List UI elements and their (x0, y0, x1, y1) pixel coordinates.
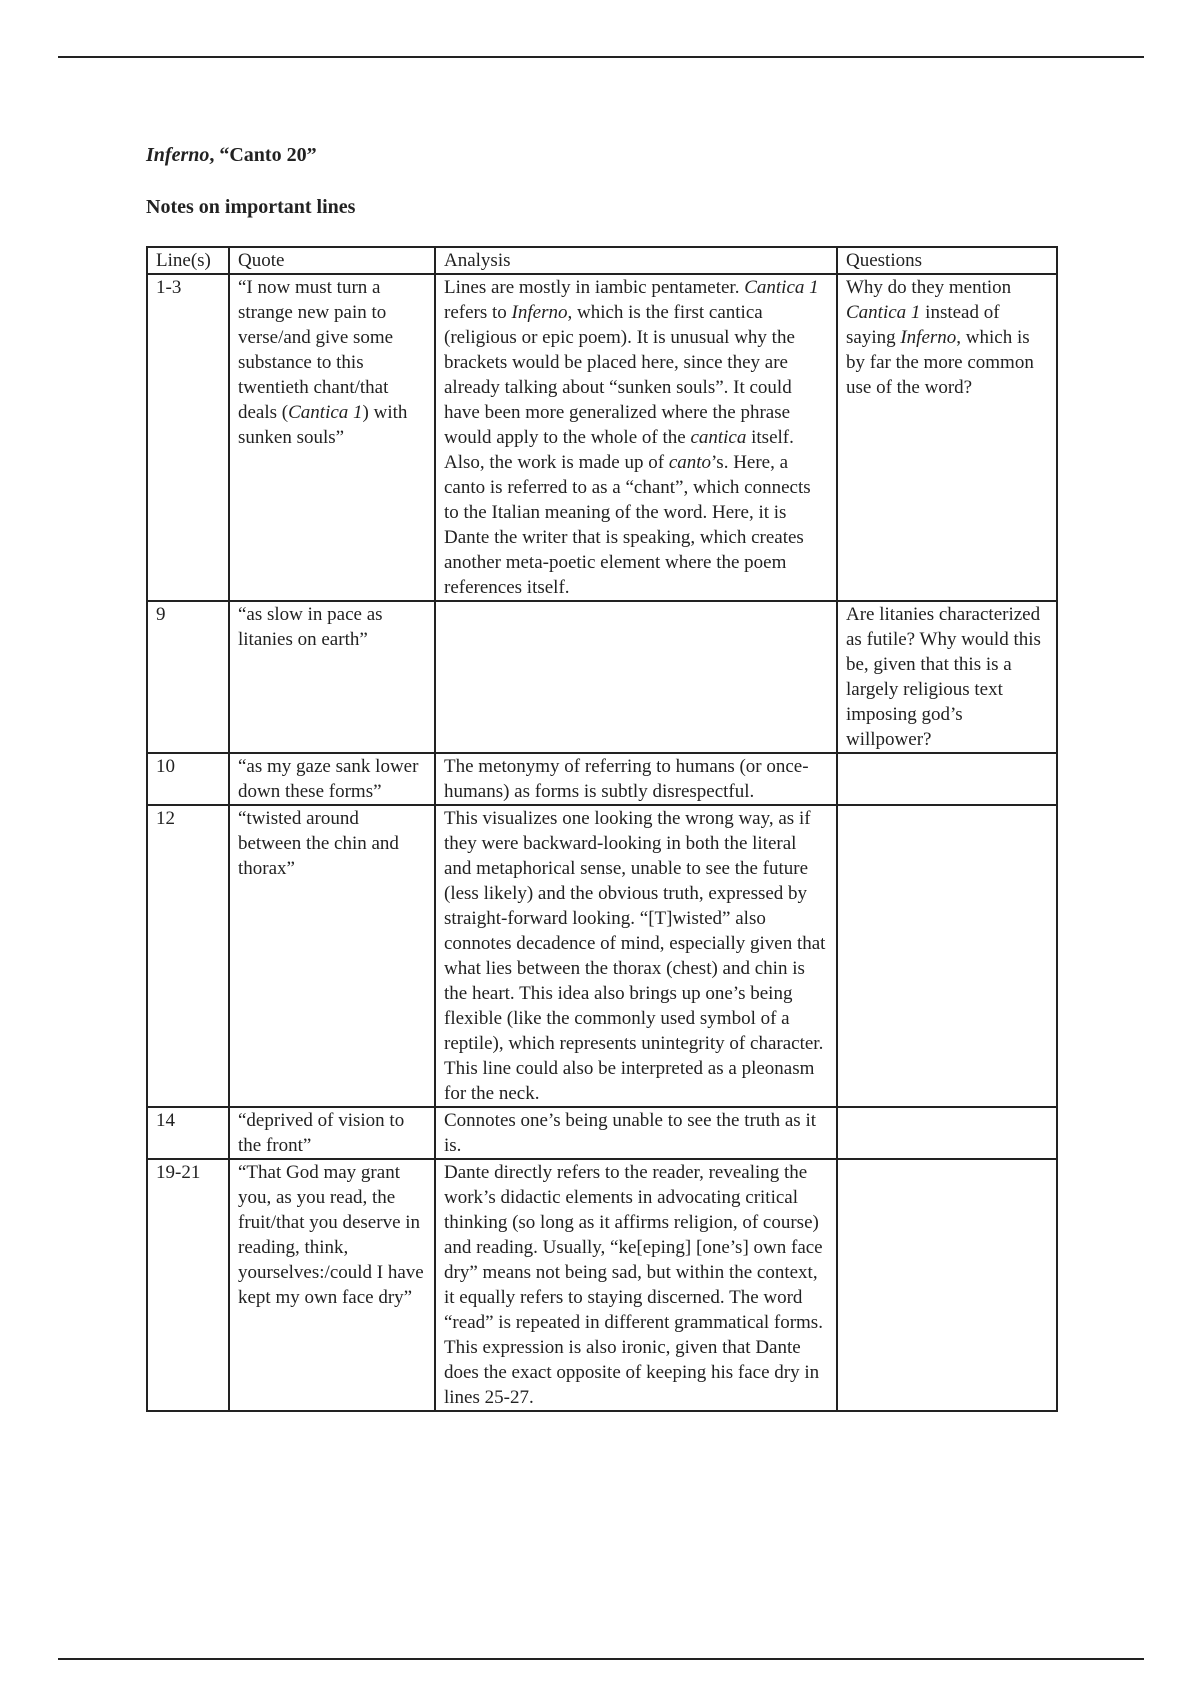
table-row (147, 1107, 1057, 1159)
table-row (147, 753, 1057, 805)
header-analysis: Analysis (435, 247, 837, 274)
text-segment: The metonymy of referring to humans (or once-humans) as forms is subtly disrespectful. (444, 756, 809, 802)
cell-lines: 1-3 (147, 274, 229, 601)
text-segment: “That God may grant you, as you read, the fruit/that you deserve in reading, think, yourselves:/could I have kept my own face dry” (238, 1162, 424, 1308)
title-rest: , “Canto 20” (209, 144, 317, 166)
cell-questions (837, 805, 1057, 1107)
header-lines: Line(s) (147, 247, 229, 274)
text-segment: ’s. Here, a canto is referred to as a “chant”, which connects to the Italian meaning of the word. Here, it is Dante the writer that is speaking, which creates another meta-poetic element where the poem references itself. (444, 452, 811, 598)
document-title (146, 144, 317, 167)
cell-analysis (435, 274, 837, 601)
cell-lines: 19-21 (147, 1159, 229, 1411)
cell-questions (837, 274, 1057, 601)
cell-lines: 12 (147, 805, 229, 1107)
cell-analysis (435, 805, 837, 1107)
text-segment: Are litanies characterized as futile? Why would this be, given that this is a largely religious text imposing god’s willpower? (846, 604, 1041, 750)
cell-lines: 9 (147, 601, 229, 753)
italic-text: Inferno (511, 302, 568, 323)
cell-quote (229, 274, 435, 601)
cell-quote (229, 1159, 435, 1411)
text-segment: “as slow in pace as litanies on earth” (238, 604, 383, 650)
text-segment: “as my gaze sank lower down these forms” (238, 756, 419, 802)
cell-questions (837, 753, 1057, 805)
cell-quote (229, 601, 435, 753)
cell-quote (229, 753, 435, 805)
cell-analysis (435, 1107, 837, 1159)
text-segment: Lines are mostly in iambic pentameter. (444, 277, 745, 298)
header-quote: Quote (229, 247, 435, 274)
text-segment: itself. Also, the work is made up of (444, 427, 794, 473)
table-row (147, 1159, 1057, 1411)
text-segment: “I now must turn a strange new pain to verse/and give some substance to this twentieth chant/that deals ( (238, 277, 394, 423)
text-segment: refers to (444, 302, 512, 323)
italic-text: cantica (690, 427, 747, 448)
text-segment: , which is the first cantica (religious or epic poem). It is unusual why the brackets would be placed here, since they are already talking about “sunken souls”. It could have been more generalized where the phrase would apply to the whole of the (444, 302, 795, 448)
section-heading: Notes on important lines (146, 196, 356, 218)
cell-quote (229, 1107, 435, 1159)
cell-lines: 10 (147, 753, 229, 805)
text-segment: instead of saying (846, 302, 1000, 348)
text-segment: Dante directly refers to the reader, revealing the work’s didactic elements in advocating critical thinking (so long as it affirms religion, of course) and reading. Usually, “ke[eping] [one’s] own face dry” means not being sad, but within the context, it equally refers to staying discerned. The word “read” is repeated in different grammatical forms. This expression is also ironic, given that Dante does the exact opposite of keeping his face dry in lines 25-27. (444, 1162, 823, 1408)
text-segment: “deprived of vision to the front” (238, 1110, 405, 1156)
text-segment: ) with sunken souls” (238, 402, 408, 448)
italic-text: Cantica 1 (744, 277, 819, 298)
cell-questions (837, 1159, 1057, 1411)
cell-lines: 14 (147, 1107, 229, 1159)
table-row (147, 805, 1057, 1107)
text-segment: “twisted around between the chin and thorax” (238, 808, 399, 879)
italic-text: Inferno (900, 327, 957, 348)
cell-analysis (435, 753, 837, 805)
header-questions: Questions (837, 247, 1057, 274)
table-row (147, 601, 1057, 753)
title-italic: Inferno (146, 144, 210, 166)
italic-text: Cantica 1 (288, 402, 363, 423)
italic-text: canto (668, 452, 712, 473)
table-body (147, 274, 1057, 1411)
cell-quote (229, 805, 435, 1107)
cell-questions (837, 601, 1057, 753)
table-row (147, 274, 1057, 601)
text-segment: Why do they mention (846, 277, 1012, 298)
text-segment: Connotes one’s being unable to see the truth as it is. (444, 1110, 817, 1156)
cell-analysis (435, 601, 837, 753)
table-header-row (147, 247, 1057, 274)
cell-questions (837, 1107, 1057, 1159)
text-segment: , which is by far the more common use of the word? (846, 327, 1034, 398)
cell-analysis (435, 1159, 837, 1411)
text-segment: This visualizes one looking the wrong way, as if they were backward-looking in both the literal and metaphorical sense, unable to see the future (less likely) and the obvious truth, expressed by straight-forward looking. “[T]wisted” also connotes decadence of mind, especially given that what lies between the thorax (chest) and chin is the heart. This idea also brings up one’s being flexible (like the commonly used symbol of a reptile), which represents unintegrity of character. This line could also be interpreted as a pleonasm for the neck. (444, 808, 826, 1104)
italic-text: Cantica 1 (846, 302, 921, 323)
notes-table (146, 246, 1058, 1412)
footer-rule (58, 1658, 1144, 1660)
header-rule (58, 56, 1144, 58)
